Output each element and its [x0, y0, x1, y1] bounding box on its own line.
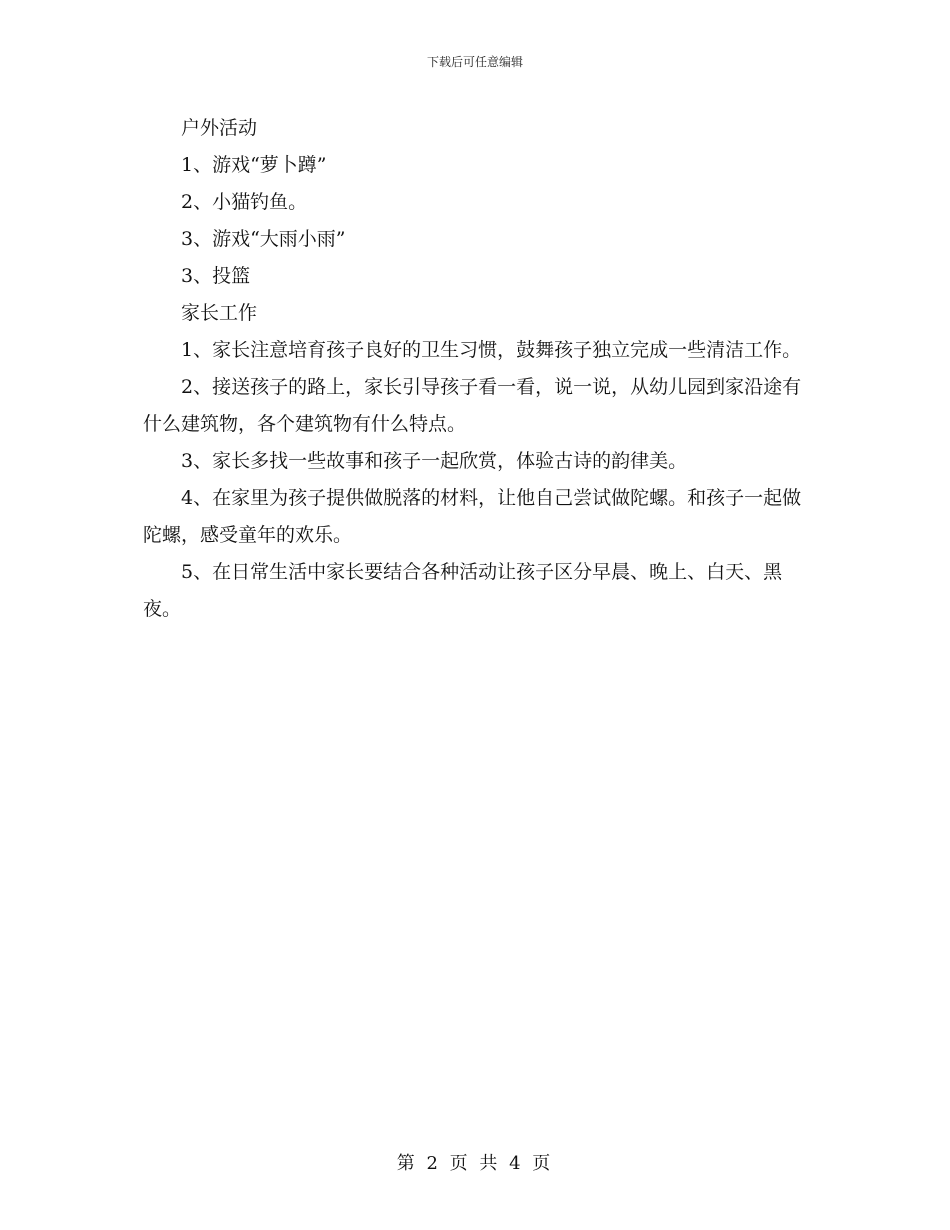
list-item: 3、投篮 [181, 265, 251, 287]
paragraph: 1、家长注意培育孩子良好的卫生习惯，鼓舞孩子独立完成一些清洁工作。 [181, 339, 802, 361]
paragraph: 2、接送孩子的路上，家长引导孩子看一看，说一说，从幼儿园到家沿途有什么建筑物，各个建筑物有什么特点。 [143, 376, 802, 435]
list-item: 2、小猫钓鱼。 [181, 191, 308, 213]
page-number: 第 2 页 共 4 页 [396, 1153, 554, 1174]
list-item: 3、游戏“大雨小雨” [181, 228, 346, 250]
section-heading-outdoor: 户外活动 [181, 117, 258, 139]
section-heading-parents: 家长工作 [181, 302, 258, 324]
paragraph: 3、家长多找一些故事和孩子一起欣赏，体验古诗的韵律美。 [181, 450, 688, 472]
paragraph: 5、在日常生活中家长要结合各种活动让孩子区分早晨、晚上、白天、黑夜。 [143, 561, 783, 620]
list-item: 1、游戏“萝卜蹲” [181, 154, 327, 176]
document-body [143, 110, 809, 628]
paragraph: 4、在家里为孩子提供做脱落的材料，让他自己尝试做陀螺。和孩子一起做陀螺，感受童年的欢乐。 [143, 487, 802, 546]
page-header: 下载后可任意编辑 [426, 55, 523, 69]
